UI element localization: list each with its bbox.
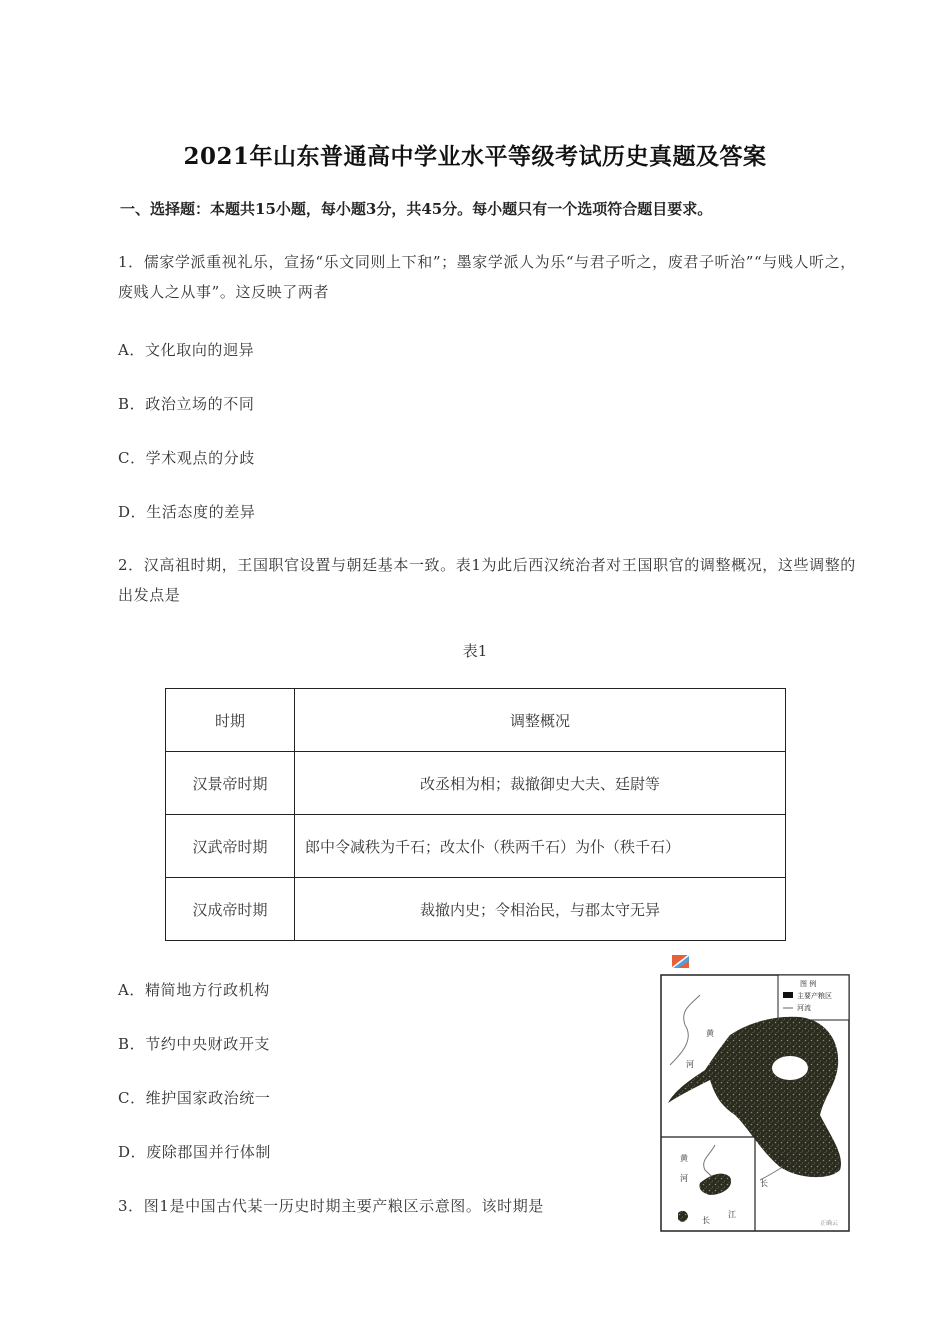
map-logo-icon <box>672 955 689 968</box>
q1-option-b: B．政治立场的不同 <box>118 395 255 413</box>
table-row <box>166 878 786 941</box>
label-chang: 长 <box>760 1179 768 1188</box>
q2-option-a: A．精简地方行政机构 <box>118 981 270 999</box>
table-cell-period: 汉景帝时期 <box>166 752 295 815</box>
question-2-stem: 2．汉高祖时期，王国职官设置与朝廷基本一致。表1为此后西汉统治者对王国职官的调整概况，这些调整的出发点是 <box>118 556 856 604</box>
table-header-period: 时期 <box>166 689 295 752</box>
question-1-stem: 1．儒家学派重视礼乐，宣扬“乐文同则上下和”；墨家学派人为乐“与君子听之，废君子听治”“与贱人听之，废贱人之从事”。这反映了两者 <box>118 253 856 301</box>
q1-option-d: D．生活态度的差异 <box>118 503 256 521</box>
q2-option-b: B．节约中央财政开支 <box>118 1035 271 1053</box>
table-cell-period: 汉武帝时期 <box>166 815 295 878</box>
legend-grain-region: 主要产粮区 <box>797 992 832 1000</box>
table-caption: 表1 <box>462 642 488 660</box>
table-header-adjustment: 调整概况 <box>295 689 786 752</box>
label-he: 河 <box>686 1060 694 1069</box>
table-cell-adjustment: 裁撤内史；令相治民，与郡太守无异 <box>295 878 786 941</box>
question-3-stem: 3．图1是中国古代某一历史时期主要产粮区示意图。该时期是 <box>118 1197 544 1215</box>
table-cell-period: 汉成帝时期 <box>166 878 295 941</box>
table-row <box>166 752 786 815</box>
map-legend <box>778 975 849 1020</box>
label-huang: 黄 <box>706 1029 714 1038</box>
grain-region-map <box>660 955 850 1232</box>
section-heading: 一、选择题：本题共15小题，每小题3分，共45分。每小题只有一个选项符合题目要求。 <box>120 200 713 218</box>
label-inset-huang: 黄 <box>680 1154 688 1163</box>
q2-option-d: D．废除郡国并行体制 <box>118 1143 272 1161</box>
table-cell-adjustment: 改丞相为相；裁撤御史大夫、廷尉等 <box>295 752 786 815</box>
q1-option-a: A．文化取向的迥异 <box>118 341 255 359</box>
label-inset-jiang: 江 <box>728 1210 736 1219</box>
label-inset-chang: 长 <box>702 1216 710 1225</box>
map-watermark: 正确云 <box>820 1220 839 1227</box>
q1-option-c: C．学术观点的分歧 <box>118 449 255 467</box>
legend-river: 河流 <box>797 1004 811 1012</box>
table-row <box>166 815 786 878</box>
label-jiang: 江 <box>778 1157 786 1166</box>
legend-title: 图 例 <box>800 980 817 988</box>
label-inset-he: 河 <box>680 1174 688 1183</box>
q2-option-c: C．维护国家政治统一 <box>118 1089 271 1107</box>
table-header-row <box>166 689 786 752</box>
table-cell-adjustment: 郎中令减秩为千石；改太仆（秩两千石）为仆（秩千石） <box>295 815 786 878</box>
page-title: 2021年山东普通高中学业水平等级考试历史真题及答案 <box>183 143 767 170</box>
table-1 <box>165 688 786 941</box>
lake <box>772 1056 808 1080</box>
